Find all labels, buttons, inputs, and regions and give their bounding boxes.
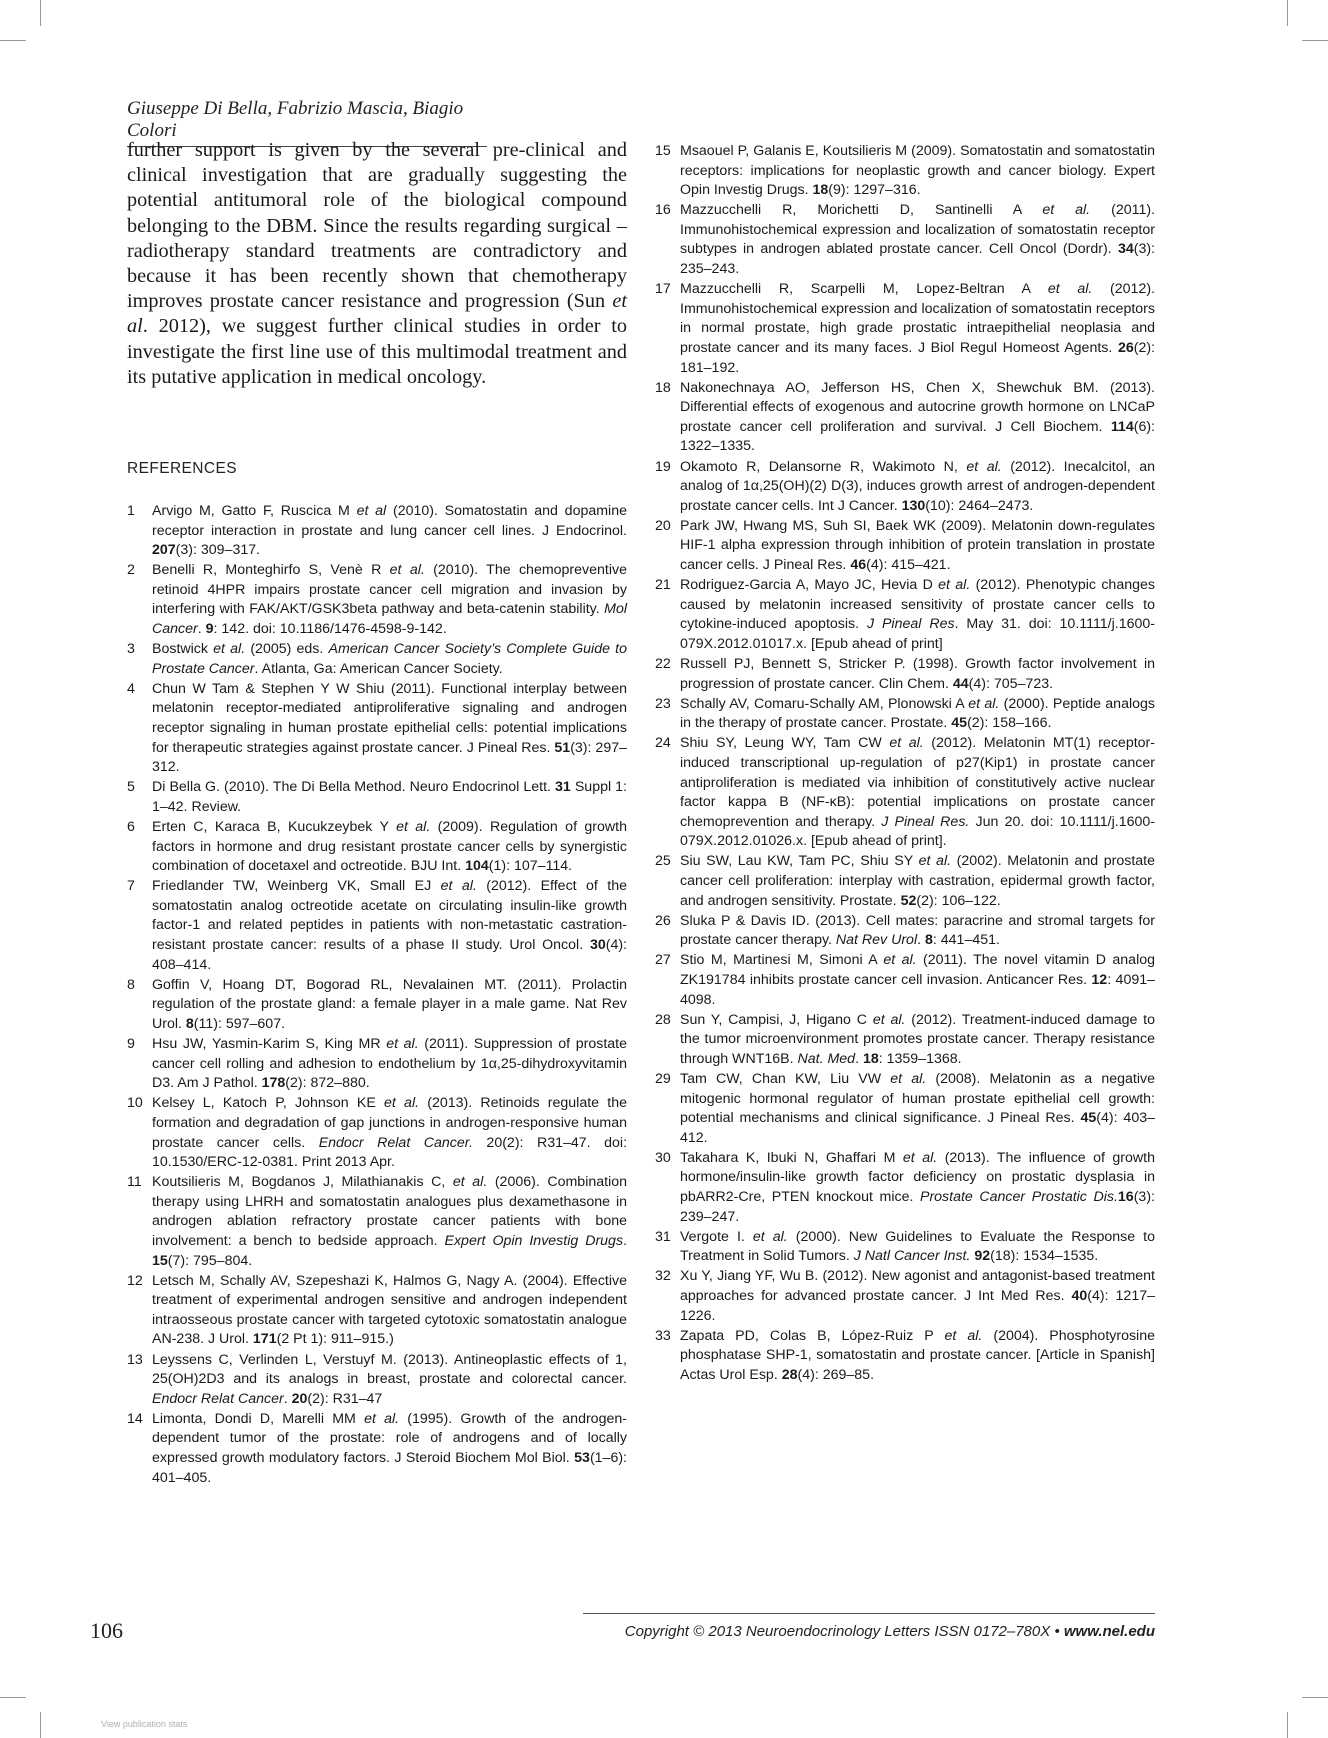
reference-text: Vergote I. et al. (2000). New Guidelines to Evaluate the Response to Treatment in Solid Tumors. J Natl Cancer Inst. 92(18): 1534–1535.	[680, 1228, 1155, 1265]
reference-number: 9	[127, 1036, 135, 1053]
reference-item	[655, 1149, 1155, 1227]
reference-number: 21	[655, 577, 671, 594]
reference-number: 23	[655, 695, 671, 712]
reference-text: Arvigo M, Gatto F, Ruscica M et al (2010). Somatostatin and dopamine receptor interaction in prostate and lung cancer cell lines. J Endocrinol. 207(3): 309–317.	[152, 503, 627, 559]
footer-rule	[583, 1613, 1155, 1614]
copyright-text: Copyright © 2013 Neuroendocrinology Letters ISSN 0172–780X	[624, 1623, 1051, 1640]
body-paragraph	[127, 138, 627, 390]
reference-text: Koutsilieris M, Bogdanos J, Milathianakis C, et al. (2006). Combination therapy using LHRH and somatostatin analogues plus dexamethasone in androgen ablation refractory prostate cancer patients with bone involvement: a bench to bedside approach. Expert Opin Investig Drugs. 15(7): 795–804.	[152, 1174, 627, 1269]
body-text-part: further support is given by the several pre-clinical and clinical investigation that are gradually suggesting the potential antitumoral role of the biological compound belonging to the DBM. Since the results regarding surgical – radiotherapy standard treatments are contradictory and because it has been recently shown that chemotherapy improves prostate cancer resistance and progression (Sun	[127, 139, 627, 313]
reference-number: 2	[127, 562, 135, 579]
reference-text: Park JW, Hwang MS, Suh SI, Baek WK (2009). Melatonin down-regulates HIF-1 alpha expression through inhibition of protein translation in prostate cancer cells. J Pineal Res. 46(4): 415–421.	[680, 517, 1155, 573]
reference-text: Zapata PD, Colas B, López-Ruiz P et al. (2004). Phosphotyrosine phosphatase SHP-1, somatostatin and prostate cancer. [Article in Spanish] Actas Urol Esp. 28(4): 269–85.	[680, 1327, 1155, 1383]
crop-mark	[0, 40, 26, 41]
reference-item	[655, 951, 1155, 1010]
reference-number: 33	[655, 1327, 671, 1344]
body-text-part: . 2012), we suggest further clinical studies in order to investigate the first line use of this multimodal treatment and its putative application in medical oncology.	[127, 315, 627, 388]
reference-number: 16	[655, 202, 671, 219]
reference-text: Stio M, Martinesi M, Simoni A et al. (2011). The novel vitamin D analog ZK191784 inhibits prostate cancer cell invasion. Anticancer Res. 12: 4091–4098.	[680, 952, 1156, 1008]
reference-item	[655, 734, 1155, 852]
crop-mark	[40, 0, 41, 26]
reference-number: 8	[127, 976, 135, 993]
reference-text: Di Bella G. (2010). The Di Bella Method. Neuro Endocrinol Lett. 31 Suppl 1: 1–42. Review.	[152, 779, 627, 815]
reference-text: Mazzucchelli R, Morichetti D, Santinelli A et al. (2011). Immunohistochemical expression and localization of somatostatin receptor subtypes in androgen ablated prostate cancer. Cell Oncol (Dordr). 34(3): 235–243.	[680, 202, 1156, 278]
reference-number: 6	[127, 819, 135, 835]
reference-number: 7	[127, 878, 135, 895]
footer-copyright	[625, 1623, 1155, 1640]
reference-number: 27	[655, 952, 671, 969]
reference-text: Friedlander TW, Weinberg VK, Small EJ et al. (2012). Effect of the somatostatin analog octreotide acetate on circulating insulin-like growth factor-1 and related peptides in patients with non-metastatic castration-resistant prostate cancer: results of a phase II study. Urol Oncol. 30(4): 408–414.	[152, 878, 627, 973]
footer-separator: •	[1054, 1623, 1060, 1640]
reference-number: 14	[127, 1410, 143, 1427]
reference-text: Siu SW, Lau KW, Tam PC, Shiu SY et al. (2002). Melatonin and prostate cancer cell proliferation: interplay with castration, epidermal growth factor, and androgen sensitivity. Prostate. 52(2): 106–122.	[680, 853, 1156, 909]
reference-text: Russell PJ, Bennett S, Stricker P. (1998). Growth factor involvement in progression of prostate cancer. Clin Chem. 44(4): 705–723.	[680, 655, 1155, 692]
reference-text: Tam CW, Chan KW, Liu VW et al. (2008). Melatonin as a negative mitogenic hormonal regulator of human prostate epithelial cell growth: potential mechanisms and clinical significance. J Pineal Res. 45(4): 403–412.	[680, 1070, 1155, 1146]
reference-text: Rodriguez-Garcia A, Mayo JC, Hevia D et al. (2012). Phenotypic changes caused by melatonin increased sensitivity of prostate cancer cells to cytokine-induced apoptosis. J Pineal Res. May 31. doi: 10.1111/j.1600-079X.2012.01017.x. [Epub ahead of print]	[680, 577, 1155, 652]
reference-number: 25	[655, 853, 671, 870]
reference-item	[655, 379, 1155, 457]
reference-number: 31	[655, 1228, 671, 1245]
reference-item	[655, 1327, 1155, 1386]
reference-item	[655, 1070, 1155, 1148]
reference-item	[655, 280, 1155, 378]
reference-item	[655, 852, 1155, 911]
reference-number: 18	[655, 379, 671, 396]
reference-number: 32	[655, 1268, 671, 1285]
reference-item	[127, 1410, 627, 1488]
reference-text: Msaouel P, Galanis E, Koutsilieris M (2009). Somatostatin and somatostatin receptors: implications for neoplastic growth and cancer biology. Expert Opin Investig Drugs. 18(9): 1297–316.	[680, 143, 1155, 199]
reference-text: Takahara K, Ibuki N, Ghaffari M et al. (2013). The influence of growth hormone/insulin-like growth factor deficiency on prostatic dysplasia in pbARR2-Cre, PTEN knockout mice. Prostate Cancer Prostatic Dis.16(3): 239–247.	[680, 1149, 1155, 1225]
reference-item	[127, 1351, 627, 1410]
reference-item	[127, 976, 627, 1035]
reference-text: Sun Y, Campisi, J, Higano C et al. (2012). Treatment-induced damage to the tumor microenvironment promotes prostate cancer. Therapy resistance through WNT16B. Nat. Med. 18: 1359–1368.	[680, 1011, 1155, 1067]
reference-text: Goffin V, Hoang DT, Bogorad RL, Nevalainen MT. (2011). Prolactin regulation of the prostate gland: a female player in a male game. Nat Rev Urol. 8(11): 597–607.	[152, 976, 627, 1032]
crop-mark	[1302, 40, 1328, 41]
crop-mark	[0, 1697, 26, 1698]
reference-item	[655, 655, 1155, 694]
reference-text: Kelsey L, Katoch P, Johnson KE et al. (2013). Retinoids regulate the formation and degradation of gap junctions in androgen-responsive human prostate cancer cells. Endocr Relat Cancer. 20(2): R31–47. doi: 10.1530/ERC-12-0381. Print 2013 Apr.	[152, 1095, 628, 1171]
reference-number: 20	[655, 517, 671, 534]
reference-item	[655, 576, 1155, 654]
reference-item	[655, 1228, 1155, 1267]
crop-mark	[1302, 1697, 1328, 1698]
reference-number: 13	[127, 1351, 143, 1368]
crop-mark	[40, 1712, 41, 1738]
reference-list-right	[655, 142, 1155, 1386]
reference-number: 12	[127, 1272, 143, 1289]
reference-number: 24	[655, 735, 671, 752]
reference-text: Chun W Tam & Stephen Y W Shiu (2011). Functional interplay between melatonin receptor-mediated antiproliferative signaling and androgen receptor signaling in human prostate epithelial cells: potential implications for therapeutic strategies against prostate cancer. J Pineal Res. 51(3): 297–312.	[152, 680, 627, 776]
reference-number: 4	[127, 680, 135, 697]
reference-item	[127, 640, 627, 679]
reference-number: 22	[655, 655, 671, 672]
reference-item	[127, 1272, 627, 1350]
reference-number: 19	[655, 458, 671, 475]
reference-text: Hsu JW, Yasmin-Karim S, King MR et al. (2011). Suppression of prostate cancer cell rolling and adhesion to endothelium by 1α,25-dihydroxyvitamin D3. Am J Pathol. 178(2): 872–880.	[152, 1036, 627, 1092]
reference-item	[655, 458, 1155, 517]
reference-item	[127, 502, 627, 561]
body-text-etal: et al	[127, 290, 627, 338]
reference-item	[655, 201, 1155, 279]
reference-list-left	[127, 502, 627, 1489]
reference-text: Bostwick et al. (2005) eds. American Cancer Society’s Complete Guide to Prostate Cancer. Atlanta, Ga: American Cancer Society.	[152, 641, 628, 677]
reference-item	[127, 561, 627, 639]
reference-item	[127, 778, 627, 817]
reference-text: Nakonechnaya AO, Jefferson HS, Chen X, Shewchuk BM. (2013). Differential effects of exogenous and autocrine growth hormone on LNCaP prostate cancer cell proliferation and survival. J Cell Biochem. 114(6): 1322–1335.	[680, 379, 1155, 455]
reference-text: Erten C, Karaca B, Kucukzeybek Y et al. (2009). Regulation of growth factors in hormone and drug resistant prostate cancer cells by synergistic combination of docetaxel and octreotide. BJU Int. 104(1): 107–114.	[152, 819, 627, 875]
reference-item	[655, 1267, 1155, 1326]
references-heading: REFERENCES	[127, 460, 237, 477]
reference-number: 30	[655, 1149, 671, 1166]
reference-number: 10	[127, 1095, 143, 1112]
reference-number: 3	[127, 641, 135, 658]
reference-text: Mazzucchelli R, Scarpelli M, Lopez-Beltran A et al. (2012). Immunohistochemical expression and localization of somatostatin receptors in normal prostate, high grade prostatic intraepithelial neoplasia and prostate cancer and its many faces. J Biol Regul Homeost Agents. 26(2): 181–192.	[680, 281, 1155, 376]
reference-item	[127, 1094, 627, 1172]
reference-item	[655, 912, 1155, 951]
reference-item	[127, 1035, 627, 1094]
reference-text: Okamoto R, Delansorne R, Wakimoto N, et al. (2012). Inecalcitol, an analog of 1α,25(OH)(2) D(3), induces growth arrest of androgen-dependent prostate cancer cells. Int J Cancer. 130(10): 2464–2473.	[680, 458, 1156, 514]
reference-number: 5	[127, 779, 135, 796]
reference-number: 28	[655, 1011, 671, 1028]
reference-item	[655, 695, 1155, 734]
reference-item	[127, 680, 627, 778]
reference-item	[655, 517, 1155, 576]
reference-text: Shiu SY, Leung WY, Tam CW et al. (2012). Melatonin MT(1) receptor-induced transcriptional up-regulation of p27(Kip1) in prostate cancer antiproliferation is mediated via inhibition of constitutively active nuclear factor kappa B (NF-κB): potential implications on prostate cancer chemoprevention and therapy. J Pineal Res. Jun 20. doi: 10.1111/j.1600-079X.2012.01026.x. [Epub ahead of print].	[680, 735, 1156, 850]
journal-url-link[interactable]: www.nel.edu	[1063, 1623, 1155, 1640]
reference-text: Xu Y, Jiang YF, Wu B. (2012). New agonist and antagonist-based treatment approaches for advanced prostate cancer. J Int Med Res. 40(4): 1217–1226.	[680, 1268, 1155, 1324]
reference-item	[655, 142, 1155, 201]
reference-number: 17	[655, 281, 671, 298]
view-publication-stats-link[interactable]: View publication stats	[101, 1719, 188, 1729]
crop-mark	[1287, 1712, 1288, 1738]
reference-text: Sluka P & Davis ID. (2013). Cell mates: paracrine and stromal targets for prostate cancer therapy. Nat Rev Urol. 8: 441–451.	[680, 912, 1155, 949]
reference-number: 1	[127, 503, 135, 519]
crop-mark	[1287, 0, 1288, 26]
reference-number: 26	[655, 912, 671, 929]
reference-number: 11	[127, 1174, 142, 1191]
reference-item	[655, 1011, 1155, 1070]
reference-item	[127, 818, 627, 877]
reference-text: Limonta, Dondi D, Marelli MM et al. (1995). Growth of the androgen-dependent tumor of the prostate: role of androgens and of locally expressed growth modulatory factors. J Steroid Biochem Mol Biol. 53(1–6): 401–405.	[152, 1410, 627, 1486]
reference-item	[127, 1173, 627, 1271]
page-number: 106	[90, 1618, 123, 1643]
reference-number: 15	[655, 143, 671, 159]
reference-number: 29	[655, 1070, 671, 1087]
reference-text: Leyssens C, Verlinden L, Verstuyf M. (2013). Antineoplastic effects of 1, 25(OH)2D3 and its analogs in breast, prostate and colorectal cancer. Endocr Relat Cancer. 20(2): R31–47	[152, 1351, 627, 1407]
reference-item	[127, 877, 627, 975]
running-head-authors: Giuseppe Di Bella, Fabrizio Mascia, Biagio Colori	[127, 98, 487, 147]
reference-text: Benelli R, Monteghirfo S, Venè R et al. (2010). The chemopreventive retinoid 4HPR impairs prostate cancer cell migration and invasion by interfering with FAK/AKT/GSK3beta pathway and beta-catenin stability. Mol Cancer. 9: 142. doi: 10.1186/1476-4598-9-142.	[152, 562, 627, 638]
reference-text: Letsch M, Schally AV, Szepeshazi K, Halmos G, Nagy A. (2004). Effective treatment of experimental androgen sensitive and androgen independent intraosseous prostate cancer with targeted cytotoxic somatostatin analogue AN-238. J Urol. 171(2 Pt 1): 911–915.)	[152, 1272, 627, 1348]
reference-text: Schally AV, Comaru-Schally AM, Plonowski A et al. (2000). Peptide analogs in the therapy of prostate cancer. Prostate. 45(2): 158–166.	[680, 695, 1155, 732]
